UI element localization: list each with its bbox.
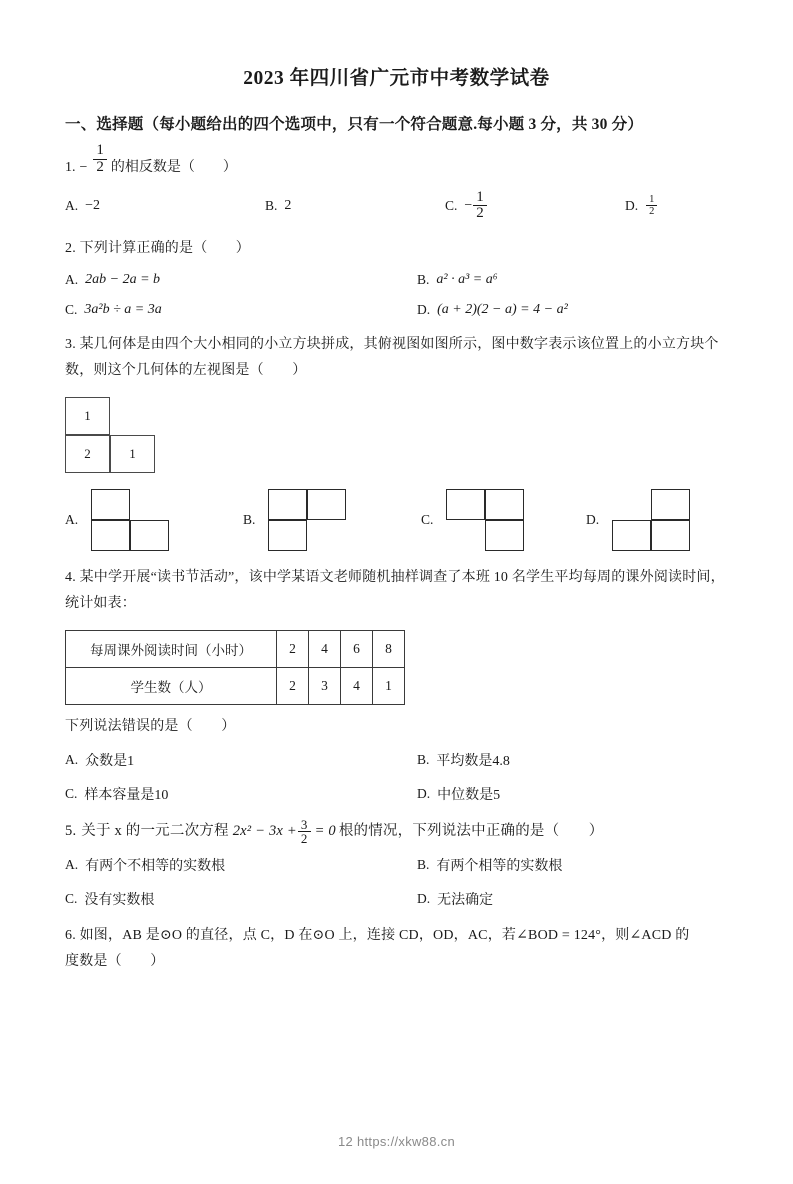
question-5-options-row-1 — [65, 855, 741, 875]
option-d[interactable] — [417, 889, 493, 909]
cell-r1c0: 2 — [277, 667, 309, 704]
option-b-label: B. — [417, 751, 430, 767]
option-a[interactable] — [65, 489, 243, 551]
option-a-text: −2 — [85, 197, 101, 213]
option-c-text: 没有实数根 — [84, 892, 155, 908]
fraction-numerator: 1 — [93, 143, 107, 160]
option-a[interactable] — [65, 190, 265, 223]
option-d-shape — [612, 489, 690, 551]
option-c-text: 3a²b ÷ a = 3a — [84, 301, 162, 317]
question-5-options-row-2 — [65, 889, 741, 909]
page-title: 2023 年四川省广元市中考数学试卷 — [243, 68, 550, 89]
question-2-stem-text: 下列计算正确的是（ ） — [79, 241, 251, 256]
option-c[interactable] — [65, 784, 417, 804]
option-d[interactable] — [417, 784, 500, 804]
top-view-cell-r0c0: 1 — [65, 397, 110, 435]
page-footer: 12 https://xkw88.cn — [338, 1134, 455, 1149]
cell-r0c3: 8 — [373, 630, 405, 667]
option-a-shape — [91, 489, 169, 551]
question-1-number: 1. — [65, 159, 76, 175]
row-header-student-count: 学生数（人） — [66, 667, 277, 704]
cell-r1c3: 1 — [373, 667, 405, 704]
question-5-stem — [65, 818, 741, 846]
question-2-number: 2. — [65, 241, 76, 256]
question-1-fraction — [93, 143, 107, 176]
cell-r0c1: 4 — [309, 630, 341, 667]
option-b[interactable] — [417, 272, 498, 288]
fraction-numerator: 1 — [473, 190, 487, 207]
option-b-label: B. — [243, 511, 256, 527]
option-d-label: D. — [625, 197, 639, 213]
option-c[interactable] — [65, 889, 417, 909]
fraction-numerator: 3 — [298, 818, 311, 833]
option-a-label: A. — [65, 751, 79, 767]
question-6-stem-text-1: 如图，AB 是⊙O 的直径，点 C，D 在⊙O 上，连接 CD，OD，AC，若∠BOD = 124°，则∠ACD 的 — [79, 927, 690, 943]
question-3-stem-line-1 — [65, 332, 741, 359]
question-1-stem — [65, 143, 741, 176]
option-b[interactable] — [417, 750, 510, 770]
question-1 — [52, 134, 741, 222]
option-b-text: 2 — [284, 197, 292, 213]
option-b[interactable] — [243, 489, 421, 551]
question-6-stem-line-2: 度数是（ ） — [65, 954, 165, 970]
section-heading: 一、选择题（每小题给出的四个选项中，只有一个符合题意.每小题 3 分，共 30 分） — [65, 116, 644, 133]
option-d[interactable] — [417, 302, 568, 318]
option-b[interactable] — [417, 855, 562, 875]
row-header-reading-time: 每周课外阅读时间（小时） — [66, 630, 277, 667]
question-4-stem-line-1 — [65, 565, 741, 592]
question-6-number: 6. — [65, 927, 76, 943]
cell-r0c2: 6 — [341, 630, 373, 667]
question-4-stem-line-2: 统计如表： — [65, 596, 136, 612]
minus-sign: − — [79, 159, 88, 175]
question-5-equation-right: = 0 — [314, 822, 336, 839]
option-b-label: B. — [265, 197, 278, 213]
option-c-label: C. — [65, 890, 78, 906]
question-3-options — [65, 489, 741, 551]
cell-r0c0: 2 — [277, 630, 309, 667]
option-d-label: D. — [417, 785, 431, 801]
question-5-stem-before: 关于 x 的一元二次方程 — [81, 822, 229, 839]
question-1-options — [65, 190, 741, 223]
option-b-text: a² · a³ = a⁶ — [436, 271, 498, 287]
question-5-equation-left: 2x² − 3x + — [232, 822, 297, 839]
option-d-text: (a + 2)(2 − a) = 4 − a² — [437, 301, 568, 317]
option-d-fraction — [646, 194, 657, 217]
question-2-options-row-2 — [65, 302, 741, 318]
option-b-text: 平均数是4.8 — [436, 753, 510, 769]
option-d-label: D. — [586, 511, 600, 527]
question-2-options-row-1 — [65, 272, 741, 288]
top-view-cell-r1c0: 2 — [65, 435, 110, 473]
question-3-stem-text-1: 某几何体是由四个大小相同的小立方块拼成，其俯视图如图所示，图中数字表示该位置上的小立方块个 — [79, 336, 719, 352]
option-a[interactable] — [65, 750, 417, 770]
question-3-top-view-diagram — [65, 397, 155, 473]
option-a[interactable] — [65, 855, 417, 875]
option-c-label: C. — [65, 785, 78, 801]
question-4-options-row-1 — [65, 750, 741, 770]
option-a-label: A. — [65, 856, 79, 872]
question-2-stem — [65, 236, 741, 263]
question-5-stem-after: 根的情况，下列说法中正确的是（ ） — [338, 822, 604, 839]
table-row — [66, 667, 405, 704]
option-a[interactable] — [65, 272, 417, 288]
top-view-cell-r1c1: 1 — [110, 435, 155, 473]
fraction-numerator: 1 — [646, 194, 657, 206]
option-a-text: 2ab − 2a = b — [85, 271, 161, 287]
exam-page — [0, 62, 793, 1184]
question-5-stem-row — [65, 818, 603, 846]
option-c-shape — [446, 489, 524, 551]
option-c-fraction — [473, 190, 487, 223]
option-b-label: B. — [417, 856, 430, 872]
option-a-label: A. — [65, 511, 79, 527]
option-c-text: − — [464, 197, 473, 213]
question-3-stem-line-2: 数，则这个几何体的左视图是（ ） — [65, 363, 307, 379]
question-4-stem-line-3: 下列说法错误的是（ ） — [65, 718, 236, 734]
option-d-label: D. — [417, 301, 431, 317]
question-6 — [52, 909, 741, 976]
question-4-data-table — [65, 630, 405, 705]
question-3 — [52, 318, 741, 551]
question-4-number: 4. — [65, 569, 76, 585]
option-d-label: D. — [417, 890, 431, 906]
option-c[interactable] — [445, 190, 625, 223]
question-2 — [52, 222, 741, 318]
option-c-label: C. — [445, 197, 458, 213]
fraction-denominator: 2 — [96, 158, 104, 175]
fraction-denominator: 2 — [649, 206, 655, 218]
cell-r1c2: 4 — [341, 667, 373, 704]
question-5-number: 5. — [65, 822, 77, 839]
option-d-text: 无法确定 — [437, 892, 494, 908]
option-a-label: A. — [65, 197, 79, 213]
option-c-text: 样本容量是10 — [84, 787, 169, 803]
option-b-shape — [268, 489, 346, 551]
option-d[interactable] — [586, 489, 690, 551]
question-5-fraction — [298, 818, 311, 846]
option-a-label: A. — [65, 271, 79, 287]
question-4-stem-text-1: 某中学开展“读书节活动”，该中学某语文老师随机抽样调查了本班 10 名学生平均每周的课外阅读时间， — [79, 569, 725, 585]
option-b[interactable] — [265, 190, 445, 223]
question-4-options-row-2 — [65, 784, 741, 804]
option-d[interactable] — [625, 190, 658, 223]
option-c[interactable] — [65, 302, 417, 318]
option-a-text: 众数是1 — [85, 753, 135, 769]
option-b-label: B. — [417, 271, 430, 287]
option-c-label: C. — [421, 511, 434, 527]
table-row — [66, 630, 405, 667]
option-d-text: 中位数是5 — [437, 787, 501, 803]
cell-r1c1: 3 — [309, 667, 341, 704]
option-a-text: 有两个不相等的实数根 — [85, 858, 226, 874]
option-c[interactable] — [421, 489, 586, 551]
fraction-denominator: 2 — [300, 831, 308, 847]
question-4 — [52, 551, 741, 804]
question-6-stem-line-1 — [65, 923, 741, 950]
option-b-text: 有两个相等的实数根 — [436, 858, 563, 874]
question-1-stem-text: 的相反数是（ ） — [110, 159, 237, 175]
question-3-number: 3. — [65, 336, 76, 352]
fraction-denominator: 2 — [476, 205, 484, 222]
question-5 — [52, 804, 741, 909]
option-c-label: C. — [65, 301, 78, 317]
